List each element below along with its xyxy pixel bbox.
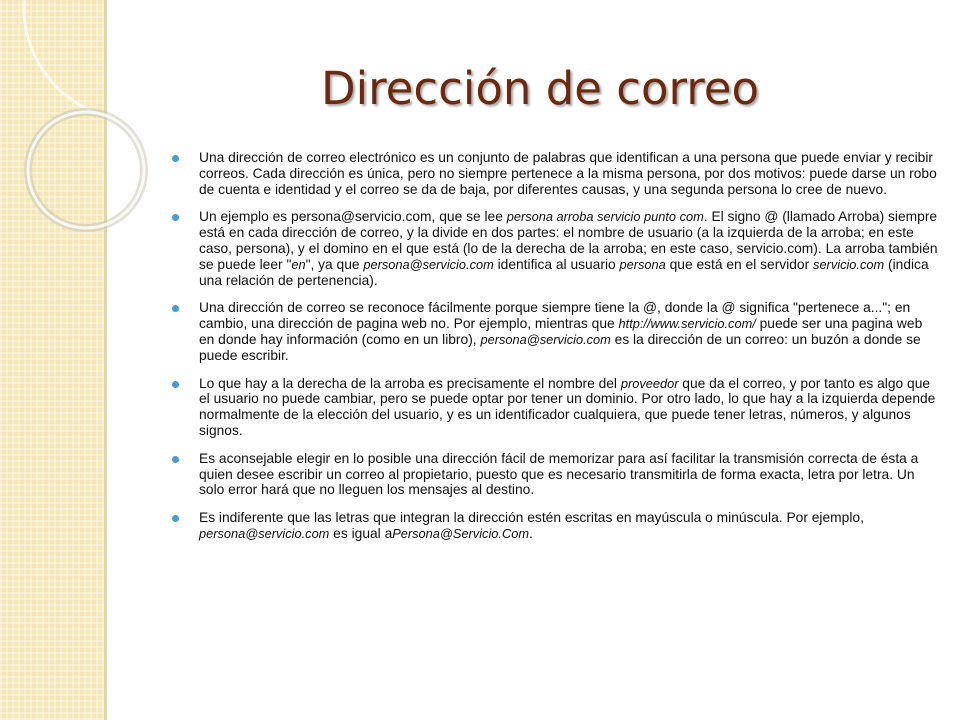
- bullet-item-6: [170, 510, 940, 542]
- italic-text: proveedor: [620, 375, 679, 391]
- bullet-text: Una dirección de correo electrónico es un conjunto de palabras que identifican a una persona que puede enviar y recibir correos. Cada dirección es única, pero no siempre pertenece a la misma persona, por dos motivos: puede darse un robo de cuenta e identidad y el correo se da de baja, por diferentes causas, y una segunda persona lo cree de nuevo.: [199, 150, 937, 197]
- italic-text: persona@servicio.com: [480, 331, 611, 347]
- italic-text: persona@servicio.com: [199, 525, 330, 541]
- italic-text: Persona@Servicio.Com: [392, 525, 529, 541]
- slide-title: Dirección de correo: [321, 62, 759, 115]
- bullet-text: identifica al usuario: [493, 256, 620, 272]
- bullet-dot: [172, 456, 179, 463]
- bullet-item-3: [170, 300, 940, 363]
- bullet-text: que da el correo, y por tanto es algo que el usuario no puede cambiar, pero se puede optar por tener un dominio. Por otro lado, lo que hay a la izquierda depende normalmente de la elección del usuario, y es un identificador cualquiera, que puede tener letras, números, y algunos signos.: [199, 375, 936, 438]
- italic-text: persona: [619, 256, 666, 272]
- bullet-text: Un ejemplo es persona@servicio.com, que se lee: [199, 209, 507, 225]
- bullet-text: Una dirección de correo se reconoce fácilmente porque siempre tiene la @, donde la @ significa "pertenece a..."; en cambio, una dirección de pagina web no. Por ejemplo, mientras que: [199, 300, 911, 332]
- bullet-text: que está en el servidor: [665, 256, 814, 272]
- bullet-text: es igual a: [329, 525, 393, 541]
- bullet-item-2: [170, 209, 940, 288]
- bullet-item-4: [170, 376, 940, 439]
- bullet-dot: [172, 381, 179, 388]
- italic-text: persona@servicio.com: [363, 256, 494, 272]
- bullet-dot: [172, 155, 179, 162]
- italic-text: persona arroba servicio punto com: [506, 209, 704, 225]
- bullet-text: Es aconsejable elegir en lo posible una dirección fácil de memorizar para así facilitar la transmisión correcta de ésta a quien desee escribir un correo al propietario, puesto que es necesario transmitirla de forma exacta, letra por letra. Un solo error hará que no lleguen los mensajes al destino.: [199, 450, 919, 498]
- bullet-text: Lo que hay a la derecha de la arroba es precisamente el nombre del: [199, 375, 621, 391]
- bullet-text: Es indiferente que las letras que integran la dirección estén escritas en mayúscula o minúscula. Por ejemplo,: [199, 510, 864, 526]
- bullet-text: puede ser una pagina web en donde hay información (como en un libro),: [199, 316, 923, 347]
- bullet-text: (indica una relación de pertenencia).: [199, 256, 929, 288]
- bullet-text: ", ya que: [305, 256, 364, 272]
- bullet-dot: [172, 214, 179, 221]
- italic-text: http://www.servicio.com/: [618, 316, 756, 332]
- bullet-dot: [172, 305, 179, 312]
- bullet-text: es la dirección de un correo: un buzón a donde se puede escribir.: [199, 331, 921, 363]
- bullet-text: .: [529, 525, 533, 541]
- bullet-text: . El signo @ (llamado Arroba) siempre está en cada dirección de correo, y la divide en dos partes: el nombre de usuario (a la izquierda de la arroba; en este caso, persona), y el domino en el que está (lo de la derecha de la arroba; en este caso, servicio.com). La arroba también se puede leer ": [199, 209, 938, 272]
- bullet-item-1: [170, 150, 940, 197]
- italic-text: servicio.com: [813, 256, 885, 272]
- decorative-circle-small-highlight: [28, 112, 144, 228]
- bullet-dot: [172, 515, 179, 522]
- italic-text: en: [291, 256, 306, 272]
- bullet-item-5: [170, 451, 940, 498]
- bullet-list: [170, 150, 940, 554]
